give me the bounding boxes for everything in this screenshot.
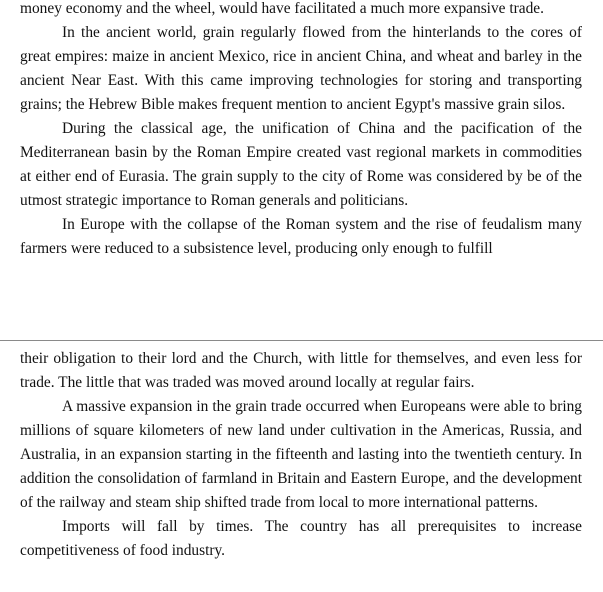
paragraph-trade-continuation: money economy and the wheel, would have facilitated a much more expansive trade. [20,0,544,17]
paragraph-ancient-world: In the ancient world, grain regularly flowed from the hinterlands to the cores of great empires: maize in ancient Mexico, rice in ancient China, and wheat and barley in the ancient Near East. With this came improving technologies for storing and transporting grains; the Hebrew Bible makes frequent mention to ancient Egypt's massive grain silos. [20,24,582,113]
paragraph-imports: Imports will fall by times. The country has all prerequisites to increase competitiveness of food industry. [20,518,582,559]
paragraph-europe-feudalism: In Europe with the collapse of the Roman system and the rise of feudalism many farmers were reduced to a subsistence level, producing only enough to fulfill [20,216,582,257]
paragraph-classical-age: During the classical age, the unification of China and the pacification of the Mediterranean basin by the Roman Empire created vast regional markets in commodities at either end of Eurasia. The grain supply to the city of Rome was considered by be of the utmost strategic importance to Roman generals and politicians. [20,120,582,209]
upper-page-text [20,0,582,261]
paragraph-feudal-obligation: their obligation to their lord and the Church, with little for themselves, and even less for trade. The little that was traded was moved around locally at regular fairs. [20,350,582,391]
paragraph-grain-expansion: A massive expansion in the grain trade occurred when Europeans were able to bring millions of square kilometers of new land under cultivation in the Americas, Russia, and Australia, in an expansion starting in the fifteenth and lasting into the twentieth century. In addition the consolidation of farmland in Britain and Eastern Europe, and the development of the railway and steam ship shifted trade from local to more international patterns. [20,398,582,511]
page-break-divider [0,340,603,341]
lower-page-text [20,347,582,563]
